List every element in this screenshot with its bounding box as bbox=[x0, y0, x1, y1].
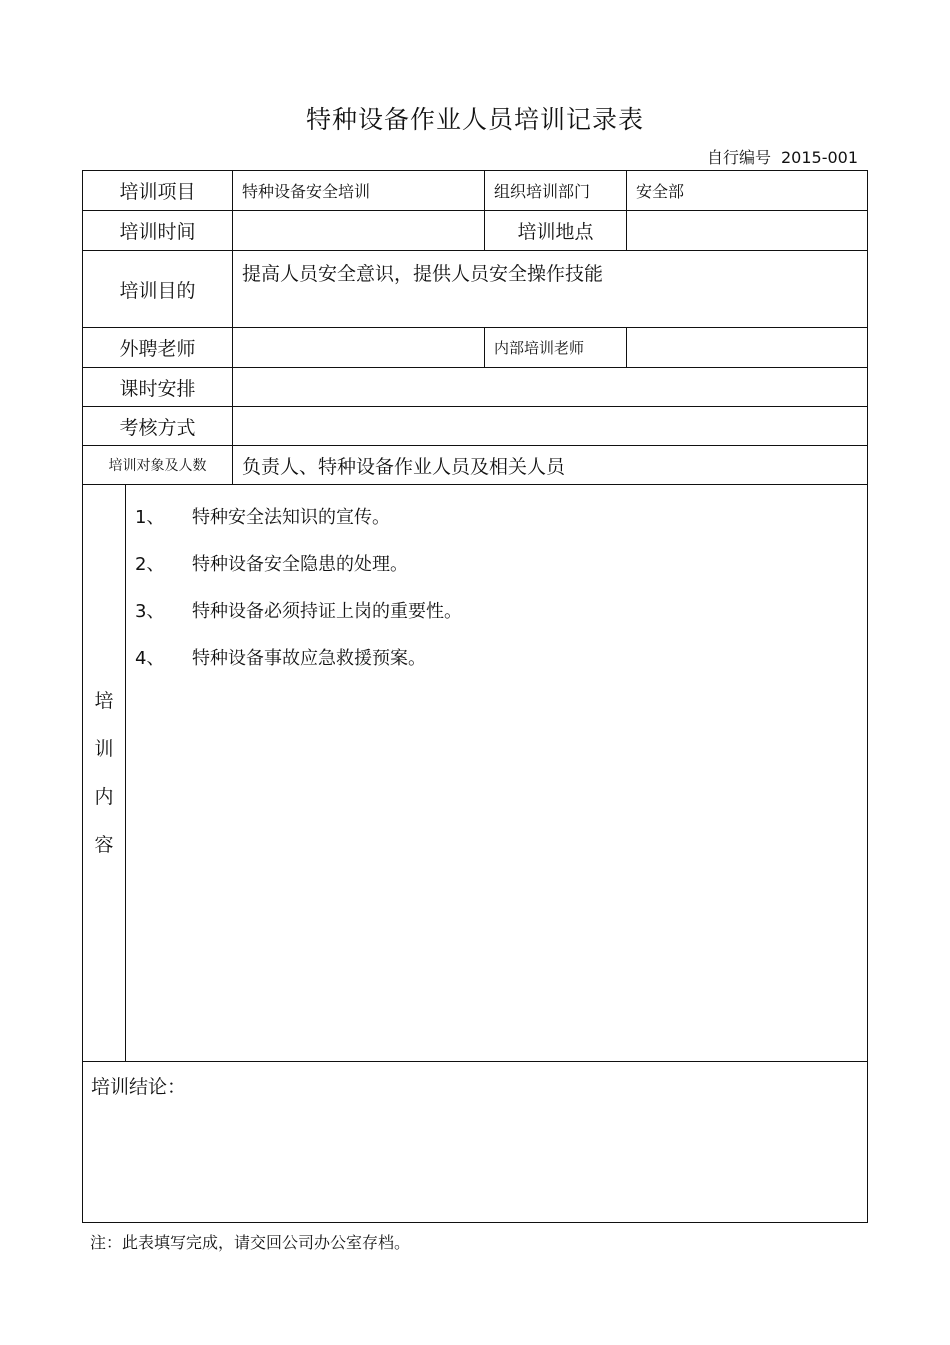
item-text: 特种设备必须持证上岗的重要性。 bbox=[192, 601, 462, 622]
internal-teacher-value[interactable] bbox=[627, 328, 868, 368]
time-label: 培训时间 bbox=[83, 211, 233, 251]
place-value[interactable] bbox=[627, 211, 868, 251]
item-number: 2、 bbox=[135, 554, 165, 575]
trainees-value[interactable]: 负责人、特种设备作业人员及相关人员 bbox=[233, 446, 868, 485]
place-label: 培训地点 bbox=[485, 211, 627, 251]
content-area[interactable] bbox=[126, 485, 868, 1062]
purpose-value[interactable]: 提高人员安全意识，提供人员安全操作技能 bbox=[233, 251, 868, 328]
external-teacher-label: 外聘老师 bbox=[83, 328, 233, 368]
project-label: 培训项目 bbox=[83, 171, 233, 211]
content-label bbox=[83, 485, 126, 1062]
conclusion-label: 培训结论： bbox=[91, 1076, 187, 1098]
training-record-form bbox=[82, 170, 868, 1223]
internal-teacher-label: 内部培训老师 bbox=[485, 328, 627, 368]
page-title: 特种设备作业人员培训记录表 bbox=[305, 105, 644, 134]
footer-note: 注：此表填写完成，请交回公司办公室存档。 bbox=[90, 1233, 411, 1252]
list-item bbox=[135, 597, 867, 644]
item-text: 特种设备事故应急救援预案。 bbox=[192, 648, 426, 669]
content-label-char: 培 bbox=[94, 690, 114, 712]
external-teacher-value[interactable] bbox=[233, 328, 485, 368]
dept-value[interactable]: 安全部 bbox=[627, 171, 868, 211]
assessment-label: 考核方式 bbox=[83, 407, 233, 446]
list-item bbox=[135, 503, 867, 550]
project-value[interactable]: 特种设备安全培训 bbox=[233, 171, 485, 211]
time-value[interactable] bbox=[233, 211, 485, 251]
content-label-char: 训 bbox=[94, 738, 114, 760]
list-item bbox=[135, 550, 867, 597]
content-label-char: 内 bbox=[94, 786, 114, 808]
schedule-label: 课时安排 bbox=[83, 368, 233, 407]
doc-number bbox=[697, 145, 858, 168]
content-list bbox=[126, 485, 867, 691]
assessment-value[interactable] bbox=[233, 407, 868, 446]
dept-label: 组织培训部门 bbox=[485, 171, 627, 211]
content-label-char: 容 bbox=[94, 834, 114, 856]
schedule-value[interactable] bbox=[233, 368, 868, 407]
doc-number-value: 2015-001 bbox=[780, 148, 858, 167]
conclusion-area[interactable] bbox=[83, 1062, 868, 1223]
trainees-label: 培训对象及人数 bbox=[83, 446, 233, 485]
item-text: 特种安全法知识的宣传。 bbox=[192, 507, 390, 528]
doc-number-label: 自行编号 bbox=[706, 148, 771, 167]
list-item bbox=[135, 644, 867, 691]
item-number: 1、 bbox=[135, 507, 165, 528]
purpose-label: 培训目的 bbox=[83, 251, 233, 328]
item-number: 4、 bbox=[135, 648, 165, 669]
item-number: 3、 bbox=[135, 601, 165, 622]
item-text: 特种设备安全隐患的处理。 bbox=[192, 554, 408, 575]
